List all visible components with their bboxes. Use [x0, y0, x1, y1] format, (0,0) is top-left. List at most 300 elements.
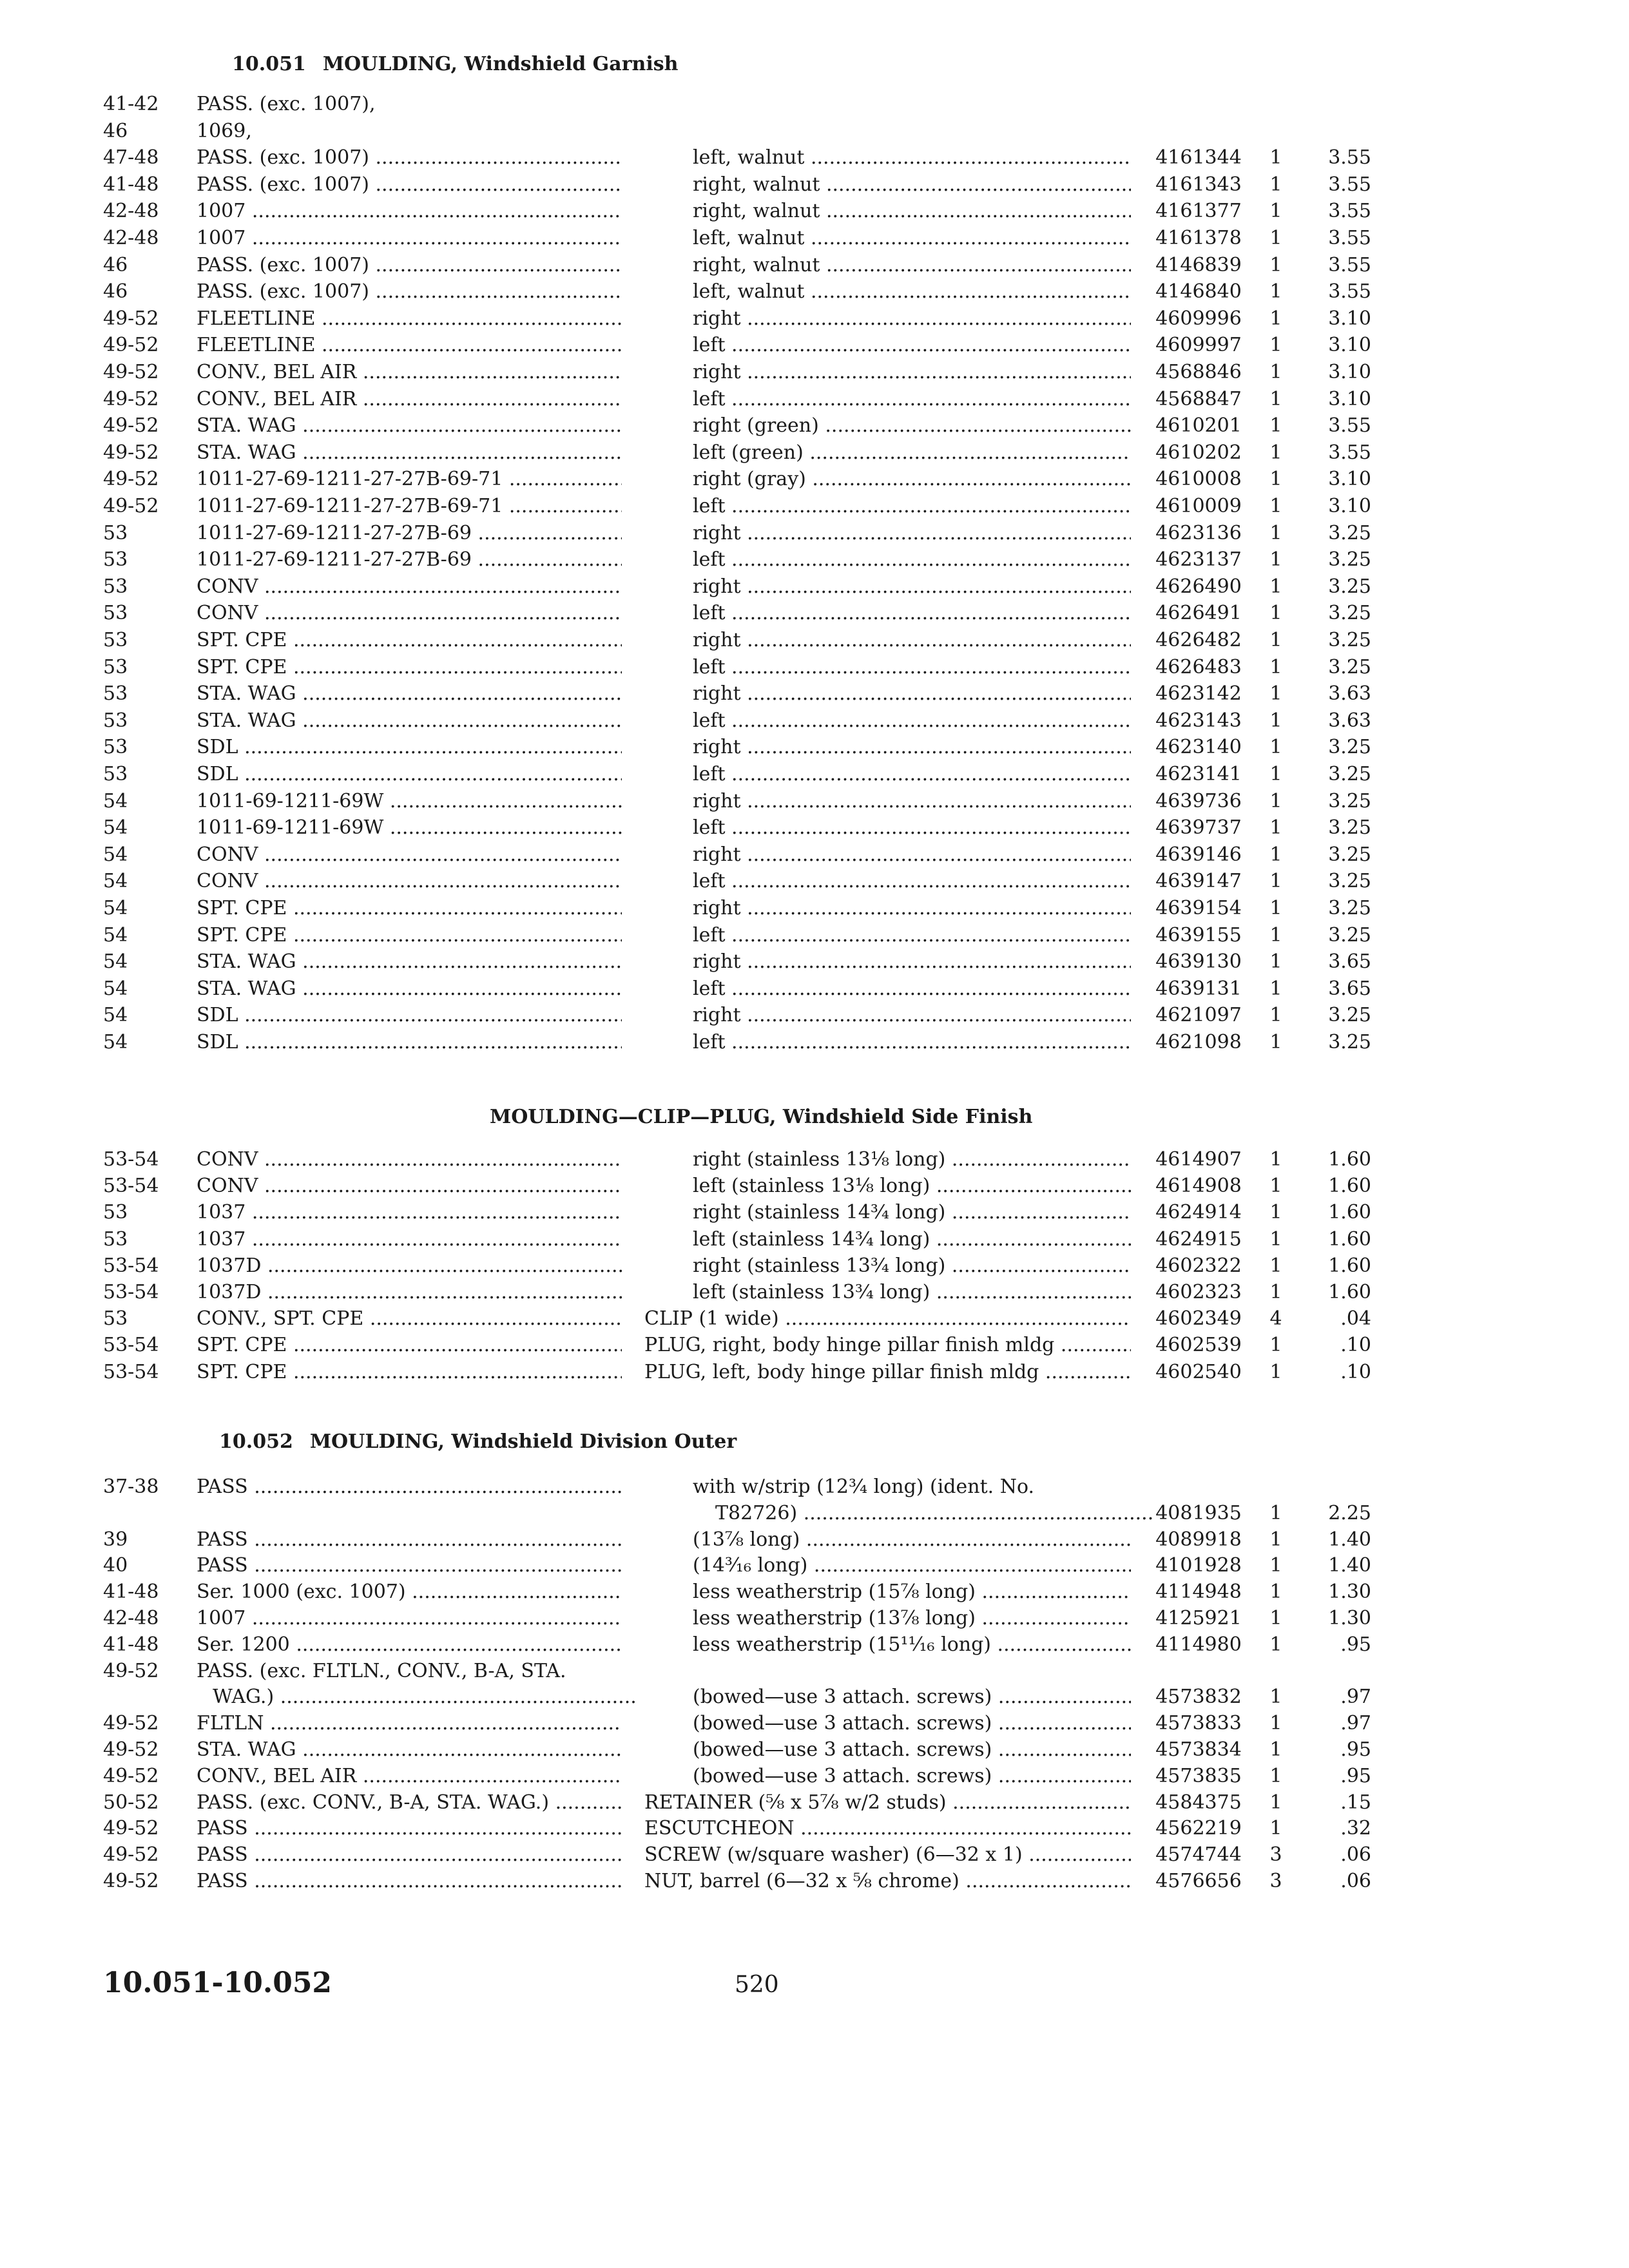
table-row: [0, 1869, 1629, 1894]
model-cell: STA. WAG .....: [197, 949, 622, 975]
description-cell: PLUG, right, body hinge pillar finish mldg .....: [644, 1332, 1131, 1358]
price-cell: .06: [1340, 1843, 1371, 1867]
year-cell: 49-52: [103, 1843, 159, 1867]
part-number-cell: 4639154: [1155, 897, 1242, 919]
table-row: [0, 574, 1629, 600]
year-cell: 41-48: [103, 1633, 159, 1656]
model-cell: PASS .....: [197, 1842, 622, 1868]
table-row: [0, 198, 1629, 224]
price-cell: 1.60: [1328, 1148, 1371, 1171]
price-cell: 3.55: [1328, 441, 1371, 464]
table-row: [0, 923, 1629, 948]
part-number-cell: 4161377: [1155, 200, 1242, 223]
quantity-cell: 1: [1269, 789, 1282, 812]
description-cell: left .....: [693, 332, 1131, 358]
section-heading-10-051: [232, 53, 678, 75]
part-number-cell: 4610008: [1155, 468, 1242, 491]
table-row: [0, 521, 1629, 546]
model-cell: 1011-69-1211-69W .....: [197, 815, 622, 841]
table-row: [0, 842, 1629, 868]
price-cell: 3.25: [1328, 923, 1371, 947]
table-row: [0, 628, 1629, 653]
description-cell: right .....: [693, 574, 1131, 600]
section-number: 10.052: [219, 1430, 293, 1453]
part-number-cell: 4576656: [1155, 1870, 1242, 1892]
quantity-cell: 3: [1269, 1870, 1282, 1892]
quantity-cell: 1: [1269, 441, 1282, 464]
year-cell: 53-54: [103, 1360, 159, 1383]
year-cell: 49-52: [103, 307, 159, 330]
table-row: [0, 1737, 1629, 1763]
description-cell: right .....: [693, 842, 1131, 868]
table-row: [0, 145, 1629, 171]
price-cell: 3.25: [1328, 521, 1371, 544]
model-cell: 1037 .....: [197, 1200, 622, 1225]
price-cell: .95: [1340, 1633, 1371, 1656]
model-cell: STA. WAG .....: [197, 976, 622, 1002]
table-row: [0, 413, 1629, 439]
year-cell: 53-54: [103, 1334, 159, 1357]
description-cell: ESCUTCHEON .....: [644, 1816, 1131, 1841]
part-number-cell: 4639737: [1155, 816, 1242, 840]
model-cell: Ser. 1200 .....: [197, 1632, 622, 1658]
quantity-cell: 1: [1269, 146, 1282, 169]
model-cell: 1011-27-69-1211-27-27B-69-71 .....: [197, 466, 622, 492]
model-cell: CONV .....: [197, 574, 622, 600]
part-number-cell: 4623141: [1155, 763, 1242, 785]
part-number-cell: 4623140: [1155, 736, 1242, 759]
price-cell: .15: [1340, 1791, 1371, 1814]
description-cell: right .....: [693, 735, 1131, 760]
description-cell: with w/strip (12¾ long) (ident. No.: [693, 1475, 1035, 1498]
model-cell: STA. WAG .....: [197, 681, 622, 707]
table-row: [0, 1553, 1629, 1579]
quantity-cell: 1: [1269, 736, 1282, 759]
table-row: [0, 279, 1629, 305]
model-cell: 1011-27-69-1211-27-27B-69 .....: [197, 547, 622, 573]
description-cell: left .....: [693, 655, 1131, 680]
year-cell: 53: [103, 736, 128, 759]
model-cell: CONV .....: [197, 1147, 622, 1173]
part-number-cell: 4081935: [1155, 1501, 1242, 1524]
part-number-cell: 4639146: [1155, 843, 1242, 866]
quantity-cell: 1: [1269, 548, 1282, 572]
year-cell: 53: [103, 655, 128, 678]
model-cell: STA. WAG .....: [197, 1737, 622, 1763]
table-row: [0, 1684, 1629, 1710]
table-row: [0, 119, 1629, 144]
description-cell: right, walnut .....: [693, 172, 1131, 198]
price-cell: 3.25: [1328, 1004, 1371, 1027]
year-cell: 46: [103, 280, 128, 303]
quantity-cell: 1: [1269, 682, 1282, 706]
table-row: [0, 306, 1629, 332]
table-row: [0, 708, 1629, 734]
price-cell: 3.10: [1328, 307, 1371, 330]
quantity-cell: 1: [1269, 521, 1282, 544]
model-cell: Ser. 1000 (exc. 1007) .....: [197, 1579, 622, 1605]
quantity-cell: 1: [1269, 1148, 1282, 1171]
part-number-cell: 4623142: [1155, 682, 1242, 706]
table-row: [0, 762, 1629, 787]
part-number-cell: 4161343: [1155, 173, 1242, 196]
year-cell: 49-52: [103, 387, 159, 410]
model-cell: SDL .....: [197, 1003, 622, 1028]
year-cell: 40: [103, 1554, 128, 1577]
price-cell: 3.55: [1328, 227, 1371, 249]
model-cell: CONV., BEL AIR .....: [197, 387, 622, 412]
table-row: [0, 735, 1629, 760]
model-cell: CONV .....: [197, 869, 622, 894]
year-cell: 49-52: [103, 1712, 159, 1735]
part-number-cell: 4146840: [1155, 280, 1242, 303]
price-cell: 1.30: [1328, 1581, 1371, 1604]
quantity-cell: 1: [1269, 1791, 1282, 1814]
year-cell: 54: [103, 816, 128, 840]
model-cell: SPT. CPE .....: [197, 655, 622, 680]
description-cell: right (green) .....: [693, 413, 1131, 439]
part-number-cell: 4624915: [1155, 1227, 1242, 1251]
description-cell: RETAINER (⅝ x 5⅞ w/2 studs) .....: [644, 1790, 1131, 1816]
part-number-cell: 4610009: [1155, 495, 1242, 517]
price-cell: 3.25: [1328, 789, 1371, 812]
description-cell: left .....: [693, 815, 1131, 841]
quantity-cell: 1: [1269, 387, 1282, 410]
quantity-cell: 3: [1269, 1843, 1282, 1867]
quantity-cell: 1: [1269, 763, 1282, 785]
part-number-cell: 4621097: [1155, 1004, 1242, 1027]
description-cell: right, walnut .....: [693, 198, 1131, 224]
section-heading-10-052: [219, 1430, 737, 1453]
part-number-cell: 4639147: [1155, 870, 1242, 893]
model-cell: CONV., BEL AIR .....: [197, 360, 622, 385]
table-row: [0, 332, 1629, 358]
quantity-cell: 1: [1269, 1004, 1282, 1027]
description-cell: (bowed—use 3 attach. screws) .....: [693, 1763, 1131, 1789]
price-cell: .06: [1340, 1870, 1371, 1892]
model-cell: 1037D .....: [197, 1280, 622, 1305]
table-row: [0, 466, 1629, 492]
table-row: [0, 1816, 1629, 1841]
year-cell: 46: [103, 119, 128, 142]
description-cell: (bowed—use 3 attach. screws) .....: [693, 1684, 1131, 1710]
part-number-cell: 4562219: [1155, 1817, 1242, 1840]
table-row: [0, 1306, 1629, 1332]
quantity-cell: 4: [1269, 1307, 1282, 1331]
section-title: MOULDING, Windshield Garnish: [322, 53, 679, 75]
description-cell: left .....: [693, 387, 1131, 412]
table-row: [0, 1790, 1629, 1816]
description-cell: right .....: [693, 949, 1131, 975]
price-cell: 3.55: [1328, 200, 1371, 223]
table-row: [0, 387, 1629, 412]
table-row: [0, 172, 1629, 198]
part-number-cell: 4639131: [1155, 977, 1242, 1000]
table-row: [0, 1763, 1629, 1789]
model-cell: PASS. (exc. 1007) .....: [197, 279, 622, 305]
part-number-cell: 4568847: [1155, 387, 1242, 410]
price-cell: 3.25: [1328, 816, 1371, 840]
quantity-cell: 1: [1269, 253, 1282, 276]
price-cell: 1.60: [1328, 1281, 1371, 1303]
year-cell: 42-48: [103, 1607, 159, 1629]
quantity-cell: 1: [1269, 414, 1282, 437]
year-cell: 42-48: [103, 227, 159, 249]
quantity-cell: 1: [1269, 655, 1282, 678]
part-number-cell: 4602540: [1155, 1360, 1242, 1383]
quantity-cell: 1: [1269, 1201, 1282, 1224]
table-row: [0, 1360, 1629, 1385]
quantity-cell: 1: [1269, 334, 1282, 357]
table-row: [0, 601, 1629, 626]
model-cell: CONV .....: [197, 842, 622, 868]
description-cell: PLUG, left, body hinge pillar finish mldg .....: [644, 1360, 1131, 1385]
model-cell: STA. WAG .....: [197, 440, 622, 466]
table-row: [0, 91, 1629, 117]
model-cell: 1007 .....: [197, 226, 622, 251]
description-cell: left .....: [693, 1030, 1131, 1055]
part-number-cell: 4610202: [1155, 441, 1242, 464]
part-number-cell: 4114980: [1155, 1633, 1242, 1656]
price-cell: 1.40: [1328, 1554, 1371, 1577]
table-row: [0, 440, 1629, 466]
description-cell: left, walnut .....: [693, 279, 1131, 305]
price-cell: 2.25: [1328, 1501, 1371, 1524]
quantity-cell: 1: [1269, 1764, 1282, 1787]
part-number-cell: 4639736: [1155, 789, 1242, 812]
quantity-cell: 1: [1269, 1254, 1282, 1277]
model-cell: SPT. CPE .....: [197, 1332, 622, 1358]
year-cell: 49-52: [103, 414, 159, 437]
year-cell: 54: [103, 870, 128, 893]
model-cell: FLEETLINE .....: [197, 306, 622, 332]
price-cell: 3.25: [1328, 763, 1371, 785]
quantity-cell: 1: [1269, 1554, 1282, 1577]
year-cell: 41-48: [103, 173, 159, 196]
model-cell: PASS .....: [197, 1474, 622, 1500]
description-cell: right .....: [693, 789, 1131, 814]
quantity-cell: 1: [1269, 602, 1282, 625]
quantity-cell: 1: [1269, 1686, 1282, 1709]
price-cell: 3.55: [1328, 146, 1371, 169]
section-title: MOULDING—CLIP—PLUG, Windshield Side Finish: [490, 1106, 1033, 1128]
part-number-cell: 4114948: [1155, 1581, 1242, 1604]
description-cell: (bowed—use 3 attach. screws) .....: [693, 1737, 1131, 1763]
quantity-cell: 1: [1269, 1738, 1282, 1761]
model-cell: 1069,: [197, 119, 252, 142]
model-cell: PASS. (exc. 1007) .....: [197, 172, 622, 198]
part-number-cell: 4574744: [1155, 1843, 1242, 1867]
quantity-cell: 1: [1269, 1281, 1282, 1303]
description-cell: left, walnut .....: [693, 226, 1131, 251]
price-cell: 3.25: [1328, 548, 1371, 572]
year-cell: 53: [103, 682, 128, 706]
description-cell: less weatherstrip (13⅞ long) .....: [693, 1606, 1131, 1631]
model-cell: SPT. CPE .....: [197, 923, 622, 948]
model-cell: SDL .....: [197, 735, 622, 760]
price-cell: 1.60: [1328, 1227, 1371, 1251]
description-cell: left .....: [693, 601, 1131, 626]
price-cell: .04: [1340, 1307, 1371, 1331]
description-cell: CLIP (1 wide) .....: [644, 1306, 1131, 1332]
table-row: [0, 360, 1629, 385]
quantity-cell: 1: [1269, 227, 1282, 249]
part-number-cell: 4101928: [1155, 1554, 1242, 1577]
price-cell: .97: [1340, 1712, 1371, 1735]
year-cell: 42-48: [103, 200, 159, 223]
part-number-cell: 4161344: [1155, 146, 1242, 169]
price-cell: 3.10: [1328, 495, 1371, 517]
price-cell: 3.55: [1328, 173, 1371, 196]
price-cell: 3.25: [1328, 655, 1371, 678]
quantity-cell: 1: [1269, 1334, 1282, 1357]
description-cell: left .....: [693, 923, 1131, 948]
description-cell: T82726) .....: [715, 1501, 1153, 1526]
price-cell: 3.25: [1328, 602, 1371, 625]
part-number-cell: 4146839: [1155, 253, 1242, 276]
year-cell: 49-52: [103, 1738, 159, 1761]
model-cell: 1011-27-69-1211-27-27B-69 .....: [197, 521, 622, 546]
price-cell: 3.10: [1328, 387, 1371, 410]
part-number-cell: 4626483: [1155, 655, 1242, 678]
table-row: [0, 896, 1629, 921]
quantity-cell: 1: [1269, 923, 1282, 947]
description-cell: right .....: [693, 896, 1131, 921]
price-cell: 3.25: [1328, 843, 1371, 866]
section-number: 10.051: [232, 53, 306, 75]
year-cell: 53: [103, 575, 128, 598]
year-cell: 54: [103, 950, 128, 974]
year-cell: 53: [103, 629, 128, 651]
table-row: [0, 494, 1629, 519]
year-cell: 53-54: [103, 1175, 159, 1198]
description-cell: right .....: [693, 628, 1131, 653]
table-row: [0, 1280, 1629, 1305]
table-row: [0, 1474, 1629, 1500]
model-cell: FLTLN .....: [197, 1711, 622, 1736]
part-number-cell: 4602539: [1155, 1334, 1242, 1357]
price-cell: 1.30: [1328, 1607, 1371, 1629]
price-cell: .10: [1340, 1360, 1371, 1383]
quantity-cell: 1: [1269, 1712, 1282, 1735]
description-cell: left (stainless 14¾ long) .....: [693, 1227, 1131, 1253]
part-number-cell: 4573833: [1155, 1712, 1242, 1735]
part-number-cell: 4602323: [1155, 1281, 1242, 1303]
model-cell: SDL .....: [197, 762, 622, 787]
price-cell: 3.25: [1328, 736, 1371, 759]
quantity-cell: 1: [1269, 200, 1282, 223]
year-cell: 53: [103, 1201, 128, 1224]
year-cell: 54: [103, 843, 128, 866]
price-cell: 3.10: [1328, 361, 1371, 383]
description-cell: right .....: [693, 360, 1131, 385]
year-cell: 54: [103, 923, 128, 947]
model-cell: PASS. (exc. FLTLN., CONV., B-A, STA.: [197, 1659, 566, 1682]
part-number-cell: 4584375: [1155, 1791, 1242, 1814]
part-number-cell: 4623137: [1155, 548, 1242, 572]
year-cell: 54: [103, 1031, 128, 1053]
description-cell: left .....: [693, 547, 1131, 573]
quantity-cell: 1: [1269, 629, 1282, 651]
model-cell: PASS. (exc. 1007),: [197, 93, 376, 115]
description-cell: right, walnut .....: [693, 253, 1131, 278]
model-cell: CONV .....: [197, 1173, 622, 1199]
part-number-cell: 4568846: [1155, 361, 1242, 383]
part-number-cell: 4626491: [1155, 602, 1242, 625]
year-cell: 46: [103, 253, 128, 276]
table-row: [0, 1253, 1629, 1279]
part-number-cell: 4573835: [1155, 1764, 1242, 1787]
section-title: MOULDING, Windshield Division Outer: [309, 1430, 737, 1453]
year-cell: 54: [103, 1004, 128, 1027]
table-row: [0, 1501, 1629, 1526]
model-cell: 1037D .....: [197, 1253, 622, 1279]
part-number-cell: 4624914: [1155, 1201, 1242, 1224]
description-cell: (14³⁄₁₆ long) .....: [693, 1553, 1131, 1579]
year-cell: 49-52: [103, 1659, 159, 1682]
model-cell: PASS. (exc. 1007) .....: [197, 145, 622, 171]
model-cell: WAG.) .....: [213, 1684, 638, 1710]
table-row: [0, 1606, 1629, 1631]
quantity-cell: 1: [1269, 495, 1282, 517]
part-number-cell: 4602322: [1155, 1254, 1242, 1277]
year-cell: 53: [103, 709, 128, 732]
quantity-cell: 1: [1269, 468, 1282, 491]
year-cell: 49-52: [103, 441, 159, 464]
price-cell: .10: [1340, 1334, 1371, 1357]
year-cell: 49-52: [103, 334, 159, 357]
description-cell: right .....: [693, 681, 1131, 707]
description-cell: (bowed—use 3 attach. screws) .....: [693, 1711, 1131, 1736]
description-cell: left, walnut .....: [693, 145, 1131, 171]
quantity-cell: 1: [1269, 1607, 1282, 1629]
description-cell: right (stainless 14¾ long) .....: [693, 1200, 1131, 1225]
part-number-cell: 4089918: [1155, 1528, 1242, 1551]
section-heading-side-finish: [490, 1106, 1032, 1128]
table-row: [0, 949, 1629, 975]
model-cell: 1011-69-1211-69W .....: [197, 789, 622, 814]
price-cell: 3.25: [1328, 575, 1371, 598]
price-cell: 3.55: [1328, 253, 1371, 276]
model-cell: PASS .....: [197, 1869, 622, 1894]
part-number-cell: 4614907: [1155, 1148, 1242, 1171]
description-cell: right .....: [693, 1003, 1131, 1028]
quantity-cell: 1: [1269, 870, 1282, 893]
quantity-cell: 1: [1269, 280, 1282, 303]
description-cell: left .....: [693, 494, 1131, 519]
quantity-cell: 1: [1269, 1031, 1282, 1053]
price-cell: 3.25: [1328, 870, 1371, 893]
quantity-cell: 1: [1269, 843, 1282, 866]
description-cell: (13⅞ long) .....: [693, 1527, 1131, 1553]
part-number-cell: 4610201: [1155, 414, 1242, 437]
description-cell: right (gray) .....: [693, 466, 1131, 492]
table-row: [0, 1632, 1629, 1658]
year-cell: 53-54: [103, 1281, 159, 1303]
description-cell: left .....: [693, 869, 1131, 894]
table-row: [0, 789, 1629, 814]
description-cell: left (stainless 13⅛ long) .....: [693, 1173, 1131, 1199]
model-cell: PASS .....: [197, 1816, 622, 1841]
year-cell: 49-52: [103, 468, 159, 491]
part-number-cell: 4573834: [1155, 1738, 1242, 1761]
part-number-cell: 4614908: [1155, 1175, 1242, 1198]
price-cell: 1.60: [1328, 1201, 1371, 1224]
quantity-cell: 1: [1269, 307, 1282, 330]
table-row: [0, 655, 1629, 680]
price-cell: .97: [1340, 1686, 1371, 1709]
price-cell: .95: [1340, 1764, 1371, 1787]
